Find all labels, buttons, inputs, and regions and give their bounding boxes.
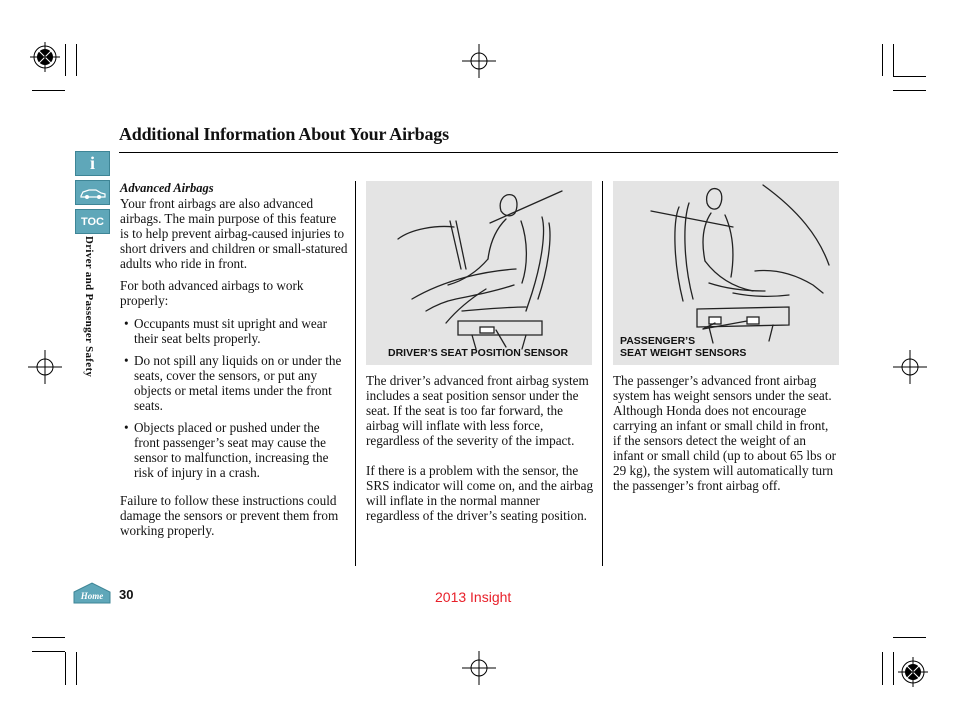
crosshair-icon: [893, 350, 927, 384]
column-driver-sensor: [366, 373, 596, 523]
column-advanced-airbags: [120, 181, 348, 538]
driver-seat-figure: [366, 181, 592, 365]
info-icon: i: [89, 153, 95, 173]
bullet-item: • Occupants must sit upright and wear their seat belts properly.: [124, 316, 328, 346]
column-passenger-sensor: [613, 373, 839, 493]
paragraph: For both advanced airbags to work properly:: [120, 278, 304, 308]
bullet-item: • Do not spill any liquids on or under the seats, cover the sensors, or put any objects or metal items under the front seats.: [124, 353, 342, 413]
registration-target-icon: [28, 40, 62, 74]
bullet-item: • Objects placed or pushed under the front passenger’s seat may cause the sensor to malfunction, increasing the risk of injury in a crash.: [124, 420, 329, 480]
figure-caption: PASSENGER’S SEAT WEIGHT SENSORS: [620, 335, 747, 359]
crosshair-icon: [462, 651, 496, 685]
paragraph: The driver’s advanced front airbag system includes a seat position sensor under the seat. If the seat is too far forward, the airbag will inflate with less force, regardless of the severity of the impact.: [366, 373, 589, 448]
info-button[interactable]: [75, 151, 110, 176]
paragraph: The passenger’s advanced front airbag system has weight sensors under the seat. Although Honda does not encourage carrying an infant or small child in front, if the sensors detect the weight of an infant or small child (up to about 65 lbs or 29 kg), the system will automatically turn the passenger’s front airbag off.: [613, 373, 837, 493]
car-icon: [79, 186, 107, 200]
car-index-button[interactable]: [75, 180, 110, 205]
registration-target-icon: [896, 655, 930, 689]
home-icon: [73, 582, 111, 604]
paragraph: If there is a problem with the sensor, the SRS indicator will come on, and the airbag will inflate in the normal manner regardless of the driver’s seating position.: [366, 463, 594, 523]
toc-button[interactable]: TOC: [75, 209, 110, 234]
column-divider: [355, 181, 356, 566]
title-divider: [119, 152, 838, 153]
paragraph: Failure to follow these instructions could damage the sensors or prevent them from working properly.: [120, 493, 339, 538]
crosshair-icon: [28, 350, 62, 384]
driver-seat-illustration: [366, 181, 592, 365]
footer-model: 2013 Insight: [435, 589, 512, 605]
svg-text:Home: Home: [80, 591, 104, 601]
page-title: Additional Information About Your Airbags: [119, 124, 449, 144]
crosshair-icon: [462, 44, 496, 78]
page-number: 30: [119, 587, 134, 602]
figure-caption: DRIVER’S SEAT POSITION SENSOR: [388, 347, 569, 359]
subheading: Advanced Airbags: [120, 181, 214, 195]
passenger-seat-figure: [613, 181, 839, 365]
column-divider: [602, 181, 603, 566]
home-button[interactable]: [73, 582, 111, 609]
paragraph: Your front airbags are also advanced airbags. The main purpose of this feature is to help prevent airbag-caused injuries to short drivers and children or small-statured adults who ride in front.: [120, 196, 348, 271]
section-tab: Driver and Passenger Safety: [83, 236, 95, 378]
